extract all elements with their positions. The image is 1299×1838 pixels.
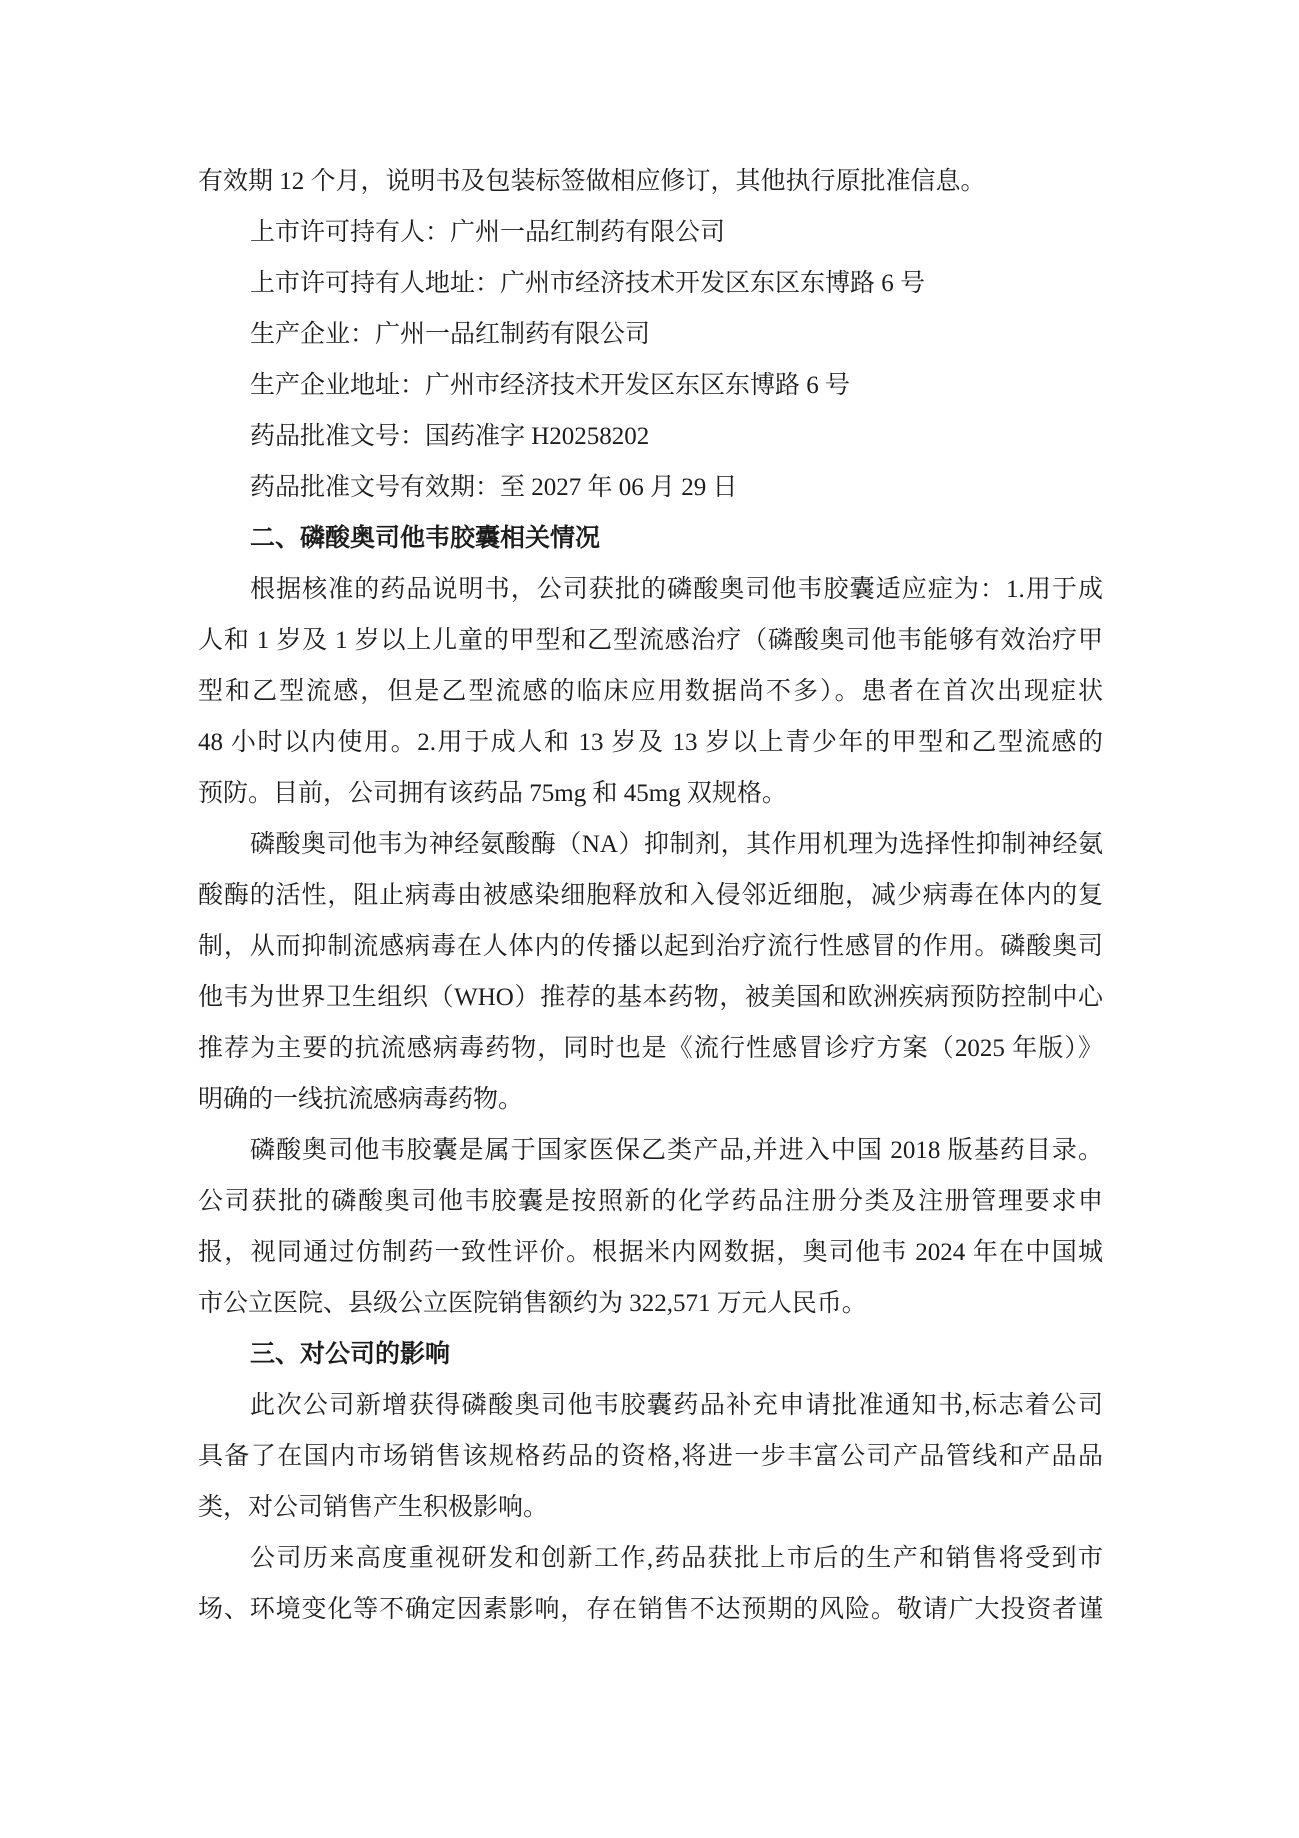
document-line: 人和 1 岁及 1 岁以上儿童的甲型和乙型流感治疗（磷酸奥司他韦能够有效治疗甲	[198, 627, 1103, 654]
document-line: 制，从而抑制流感病毒在人体内的传播以起到治疗流行性感冒的作用。磷酸奥司	[198, 933, 1103, 960]
document-line: 市公立医院、县级公立医院销售额约为 322,571 万元人民币。	[198, 1290, 867, 1317]
document-line: 有效期 12 个月，说明书及包装标签做相应修订，其他执行原批准信息。	[198, 168, 986, 195]
section-heading: 二、磷酸奥司他韦胶囊相关情况	[250, 525, 601, 552]
document-line: 他韦为世界卫生组织（WHO）推荐的基本药物，被美国和欧洲疾病预防控制中心	[198, 984, 1103, 1011]
document-line: 根据核准的药品说明书，公司获批的磷酸奥司他韦胶囊适应症为：1.用于成	[250, 576, 1103, 603]
document-line: 具备了在国内市场销售该规格药品的资格,将进一步丰富公司产品管线和产品品	[198, 1443, 1103, 1470]
document-line: 生产企业：广州一品红制药有限公司	[250, 321, 651, 348]
document-line: 此次公司新增获得磷酸奥司他韦胶囊药品补充申请批准通知书,标志着公司	[250, 1392, 1103, 1419]
document-line: 报，视同通过仿制药一致性评价。根据米内网数据，奥司他韦 2024 年在中国城	[198, 1239, 1103, 1266]
document-line: 磷酸奥司他韦为神经氨酸酶（NA）抑制剂，其作用机理为选择性抑制神经氨	[250, 831, 1103, 858]
document-line: 类，对公司销售产生积极影响。	[198, 1494, 549, 1521]
document-line: 上市许可持有人地址：广州市经济技术开发区东区东博路 6 号	[250, 270, 926, 297]
document-line: 48 小时以内使用。2.用于成人和 13 岁及 13 岁以上青少年的甲型和乙型流感的	[198, 729, 1103, 756]
document-line: 磷酸奥司他韦胶囊是属于国家医保乙类产品,并进入中国 2018 版基药目录。	[250, 1137, 1103, 1164]
section-heading: 三、对公司的影响	[250, 1341, 451, 1368]
document-content	[198, 156, 1103, 1635]
document-line: 推荐为主要的抗流感病毒药物，同时也是《流行性感冒诊疗方案（2025 年版）》	[198, 1035, 1103, 1062]
document-line: 上市许可持有人：广州一品红制药有限公司	[250, 219, 726, 246]
document-line: 酸酶的活性，阻止病毒由被感染细胞释放和入侵邻近细胞，减少病毒在体内的复	[198, 882, 1103, 909]
document-line: 公司历来高度重视研发和创新工作,药品获批上市后的生产和销售将受到市	[250, 1545, 1103, 1572]
document-line: 生产企业地址：广州市经济技术开发区东区东博路 6 号	[250, 372, 851, 399]
document-line: 明确的一线抗流感病毒药物。	[198, 1086, 524, 1113]
document-line: 预防。目前，公司拥有该药品 75mg 和 45mg 双规格。	[198, 780, 787, 807]
document-line: 场、环境变化等不确定因素影响，存在销售不达预期的风险。敬请广大投资者谨	[198, 1596, 1103, 1623]
document-line: 型和乙型流感，但是乙型流感的临床应用数据尚不多）。患者在首次出现症状	[198, 678, 1103, 705]
document-line: 药品批准文号：国药准字 H20258202	[250, 423, 650, 450]
document-line: 药品批准文号有效期：至 2027 年 06 月 29 日	[250, 474, 738, 501]
document-line: 公司获批的磷酸奥司他韦胶囊是按照新的化学药品注册分类及注册管理要求申	[198, 1188, 1103, 1215]
